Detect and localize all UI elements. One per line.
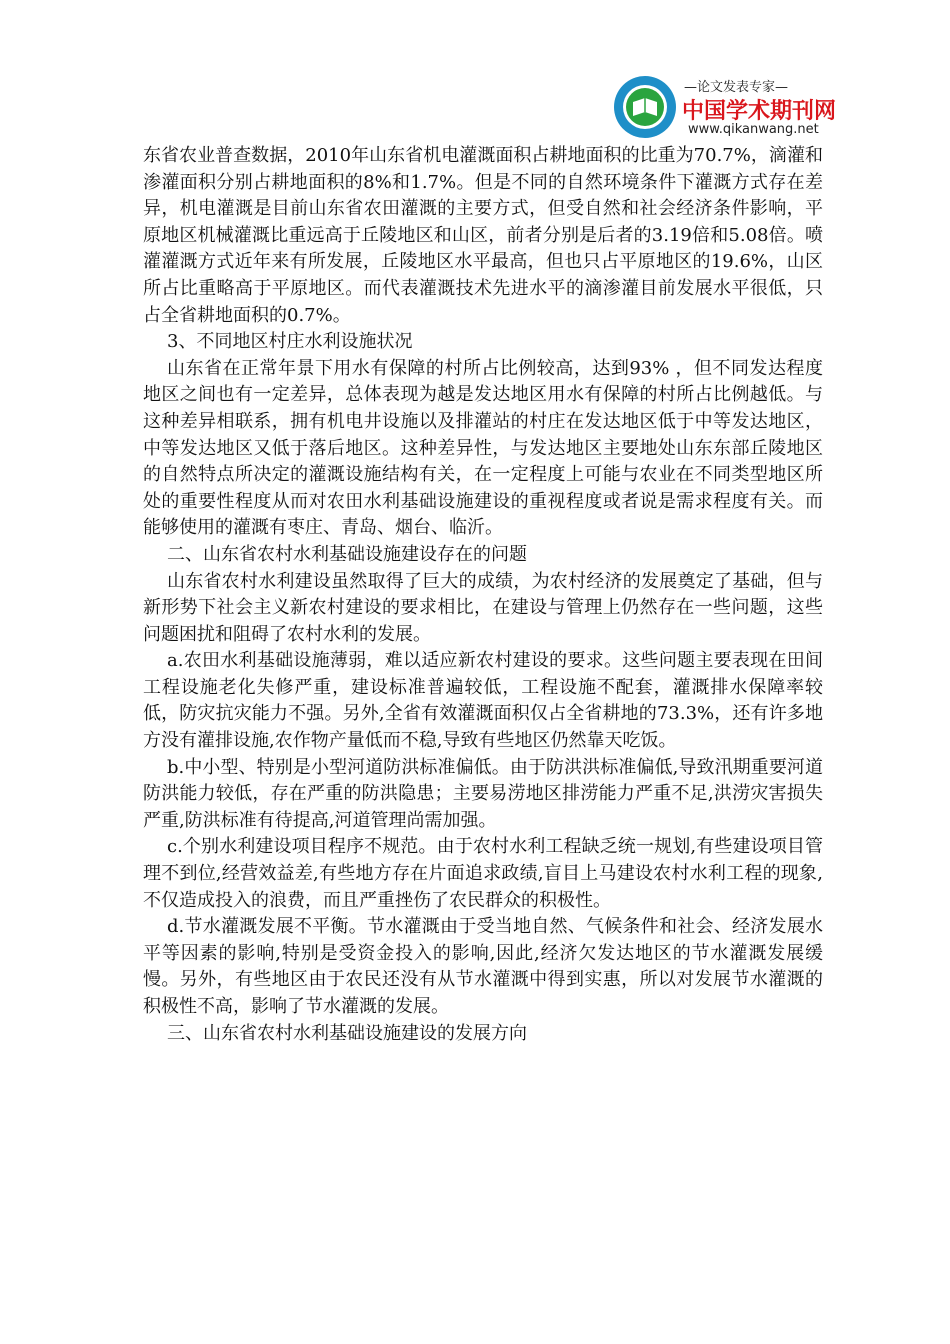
section-heading: 3、不同地区村庄水利设施状况 <box>167 331 413 353</box>
logo-url: www.qikanwang.net <box>688 122 819 137</box>
list-item: a.农田水利基础设施薄弱，难以适应新农村建设的要求。这些问题主要表现在田间工程设施老化失修严重，建设标准普遍较低，工程设施不配套，灌溉排水保障率较低，防灾抗灾能力不强。另外,全省有效灌溉面积仅占全省耕地的73.3%，还有许多地方没有灌排设施,农作物产量低而不稳,导致有些地区仍然靠天吃饭。 <box>143 650 823 752</box>
section-heading: 三、山东省农村水利基础设施建设的发展方向 <box>167 1022 527 1044</box>
paragraph: 山东省在正常年景下用水有保障的村所占比例较高，达到93% ，但不同发达程度地区之间也有一定差异，总体表现为越是发达地区用水有保障的村所占比例越低。与这种差异相联系，拥有机电井设施以及排灌站的村庄在发达地区低于中等发达地区，中等发达地区又低于落后地区。这种差异性，与发达地区主要地处山东东部丘陵地区的自然特点所决定的灌溉设施结构有关，在一定程度上可能与农业在不同类型地区所处的重要性程度从而对农田水利基础设施建设的重视程度或者说是需求程度有关。而能够使用的灌溉有枣庄、青岛、烟台、临沂。 <box>143 357 823 539</box>
list-item: d.节水灌溉发展不平衡。节水灌溉由于受当地自然、气候条件和社会、经济发展水平等因素的影响,特别是受资金投入的影响,因此,经济欠发达地区的节水灌溉发展缓慢。另外，有些地区由于农民还没有从节水灌溉中得到实惠，所以对发展节水灌溉的积极性不高，影响了节水灌溉的发展。 <box>143 916 823 1017</box>
list-item: b.中小型、特别是小型河道防洪标准偏低。由于防洪洪标准偏低,导致汛期重要河道防洪能力较低，存在严重的防洪隐患；主要易涝地区排涝能力严重不足,洪涝灾害损失严重,防洪标准有待提高,河道管理尚需加强。 <box>143 756 823 831</box>
logo-tagline: —论文发表专家— <box>684 80 789 95</box>
paragraph: 东省农业普查数据，2010年山东省机电灌溉面积占耕地面积的比重为70.7%，滴灌和渗灌面积分别占耕地面积的8%和1.7%。但是不同的自然环境条件下灌溉方式存在差异，机电灌溉是目前山东省农田灌溉的主要方式，但受自然和社会经济条件影响，平原地区机械灌溉比重远高于丘陵地区和山区，前者分别是后者的3.19倍和5.08倍。喷灌灌溉方式近年来有所发展，丘陵地区水平最高，但也只占平原地区的19.6%，山区所占比重略高于平原地区。而代表灌溉技术先进水平的滴渗灌目前发展水平很低，只占全省耕地面积的0.7%。 <box>143 145 823 326</box>
journal-seal-icon <box>612 74 678 140</box>
list-item: c.个别水利建设项目程序不规范。由于农村水利工程缺乏统一规划,有些建设项目管理不到位,经营效益差,有些地方存在片面追求政绩,盲目上马建设农村水利工程的现象,不仅造成投入的浪费，而且严重挫伤了农民群众的积极性。 <box>143 836 823 911</box>
logo-name: 中国学术期刊网 <box>682 99 837 124</box>
section-heading: 二、山东省农村水利基础设施建设存在的问题 <box>167 543 527 565</box>
publisher-logo <box>612 74 837 142</box>
document-body <box>143 143 823 1047</box>
paragraph: 山东省农村水利建设虽然取得了巨大的成绩，为农村经济的发展奠定了基础，但与新形势下社会主义新农村建设的要求相比，在建设与管理上仍然存在一些问题，这些问题困扰和阻碍了农村水利的发展。 <box>143 570 823 645</box>
